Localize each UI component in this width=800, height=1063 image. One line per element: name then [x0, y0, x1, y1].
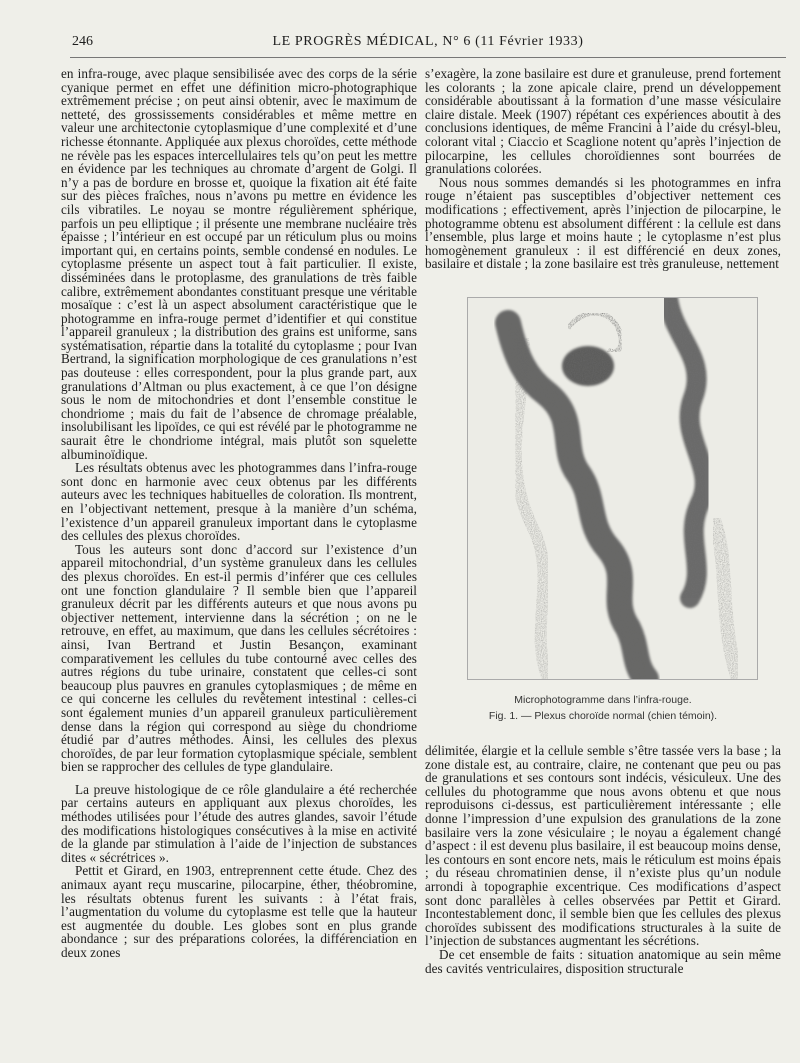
left-column	[61, 67, 417, 960]
right-column-bottom	[425, 744, 781, 975]
micrograph-figure	[467, 297, 758, 680]
figure-caption-line-2: Fig. 1. — Plexus choroïde normal (chien témoin).	[488, 710, 718, 722]
paragraph: délimitée, élargie et la cellule semble s’être tassée vers la base ; la zone distale est, au contraire, claire, ne contenant que peu ou pas de granulations et ses contours sont indécis, vésiculeux. Une des cellules du photogramme que nous avons obtenu et que nous reproduisons ci-dessus, est particulièrement intéressante ; elle donne l’impression d’une expulsion des granulations de la zone basilaire vers la zone vésiculaire ; le noyau a également changé d’aspect : il est devenu plus basilaire, il est beaucoup moins dense, les contours en sont encore nets, mais le réticulum est moins épais ; du réseau chromatinien dense, il n’existe plus qu’un nodule arrondi à topographie excentrique. Ces modifications d’aspect sont donc parallèles à celles observées par Pettit et Girard. Incontestablement donc, il semble bien que les cellules des plexus choroïdes subissent des modifications structurales à la suite de l’injection de substances augmentant les sécrétions.	[425, 743, 781, 949]
right-column-top	[425, 67, 781, 271]
journal-title: LE PROGRÈS MÉDICAL, N° 6 (11 Février 1933)	[272, 34, 584, 49]
paragraph: s’exagère, la zone basilaire est dure et granuleuse, prend fortement les colorants ; la zone apicale claire, prend un développement considérable aboutissant à la formation d’une masse vésiculaire claire distale. Meek (1907) répétant ces expériences aboutit à des conclusions identiques, de même Francini à l’aide du crésyl-bleu, colorant vital ; Ciaccio et Scaglione notent qu’après l’injection de pilocarpine, les cellules choroïdiennes sont bourrées de granulations colorées.	[425, 66, 781, 177]
header-rule	[70, 57, 786, 58]
paragraph: Pettit et Girard, en 1903, entreprennent cette étude. Chez des animaux ayant reçu muscarine, pilocarpine, éther, théobromine, les résultats obtenus furent les suivants : à l’état frais, l’augmentation du volume du cytoplasme est telle que la hauteur est augmentée du double. Les globes sont en plus grande abondance ; sur des préparations colorées, la différenciation en deux zones	[61, 863, 417, 960]
paragraph: en infra-rouge, avec plaque sensibilisée avec des corps de la série cyanique permet en effet une définition micro-photographique extrêmement précise ; on peut ainsi obtenir, avec le maximum de netteté, des grossissements considérables et même mettre en valeur une architectonie cytoplasmique d’une complexité et d’une richesse étonnante. Appliquée aux plexus choroïdes, cette méthode ne révèle pas les espaces intercellulaires tels qu’on peut les mettre en évidence par les techniques au chromate d’argent de Golgi. Il n’y a pas de bordure en brosse et, quoique la fixation ait été faite sur des pièces fraîches, nous n’avons pu mettre en évidence les cils vibratiles. Le noyau se montre régulièrement sphérique, parfois un peu elliptique ; il présente une membrane nucléaire très épaisse ; l’intérieur en est occupé par un réticulum plus ou moins important qui, en certains points, semble condensé en nodules. Le cytoplasme présente un aspect tout à fait particulier. Il existe, disséminées dans le protoplasme, des granulations de très faible calibre, extrêmement abondantes constituant presque une véritable mosaïque : c’est là un aspect absolument caractéristique que le photogramme en infra-rouge permet d’identifier et qui constitue l’appareil granuleux ; la distribution des grains est uniforme, sans systématisation, répartie dans la totalité du cytoplasme ; pour Ivan Bertrand, la signification morphologique de ces granulations n’est pas douteuse : elles correspondent, pour la plus grande part, aux granulations d’Altman ou plus exactement, à ce que l’on désigne sous le nom de mitochondries et dont l’ensemble constitue le chondriome ; mais du fait de l’absence de chromage préalable, insolubilisant les lipoïdes, ce qui est révélé par le photogramme ne saurait être le chondriome intégral, mais plutôt son squelette albuminoïdique.	[61, 66, 417, 462]
page-number: 246	[72, 34, 93, 49]
paragraph: La preuve histologique de ce rôle glandulaire a été recherchée par certains auteurs en appliquant aux plexus choroïdes, les méthodes utilisées pour l’étude des autres glandes, savoir l’étude des modifications histologiques consécutives à la mise en activité de la glande par stimulation à l’aide de l’injection de substances dites « sécrétrices ».	[61, 781, 417, 865]
paragraph: Tous les auteurs sont donc d’accord sur l’existence d’un appareil mitochondrial, d’un système granuleux dans les cellules des plexus choroïdes. En est-il permis d’inférer que ces cellules ont une fonction glandulaire ? Il semble bien que l’appareil granuleux décrit par les différents auteurs et que nous avons pu objectiver nettement, intervienne dans la sécrétion ; on ne le retrouve, en effet, au maximum, que dans les cellules sécrétoires : ainsi, Ivan Bertrand et Justin Besançon, examinant comparativement les cellules du tube contourné avec celles des autres régions du tube urinaire, constatent que celles-ci sont beaucoup plus pauvres en granules cytoplasmiques ; de même en ce qui concerne les cellules du revêtement intestinal : celles-ci sont également munies d’un appareil granuleux particulièrement dense dans la région qui correspond au siège du chondriome étudié par d’autres méthodes. Ainsi, les cellules des plexus choroïdes, de par leur formation cytoplasmique spéciale, semblent bien se rapprocher des cellules de type glandulaire.	[61, 541, 417, 775]
paragraph: De cet ensemble de faits : situation anatomique au sein même des cavités ventriculaires, disposition structurale	[425, 946, 781, 976]
running-header	[72, 34, 784, 52]
paragraph: Nous nous sommes demandés si les photogrammes en infra rouge n’étaient pas susceptibles d’objectiver nettement ces modifications ; effectivement, après l’injection de pilocarpine, le photogramme obtenu est absolument différent : la cellule est dans l’ensemble, plus large et moins haute ; le cytoplasme n’est plus homogènement granuleux : il est différencié en deux zones, basilaire et distale ; la zone basilaire est très granuleuse, nettement	[425, 174, 781, 272]
figure-caption-line-1: Microphotogramme dans l’infra-rouge.	[514, 694, 692, 706]
paragraph: Les résultats obtenus avec les photogrammes dans l’infra-rouge sont donc en harmonie avec ceux obtenus par les différents auteurs avec les techniques habituelles de coloration. Ils montrent, en l’objectivant nettement, presque à la manière d’un schéma, l’existence d’un appareil granuleux important dans le cytoplasme des cellules des plexus choroïdes.	[61, 460, 417, 544]
micrograph-image	[468, 298, 757, 679]
